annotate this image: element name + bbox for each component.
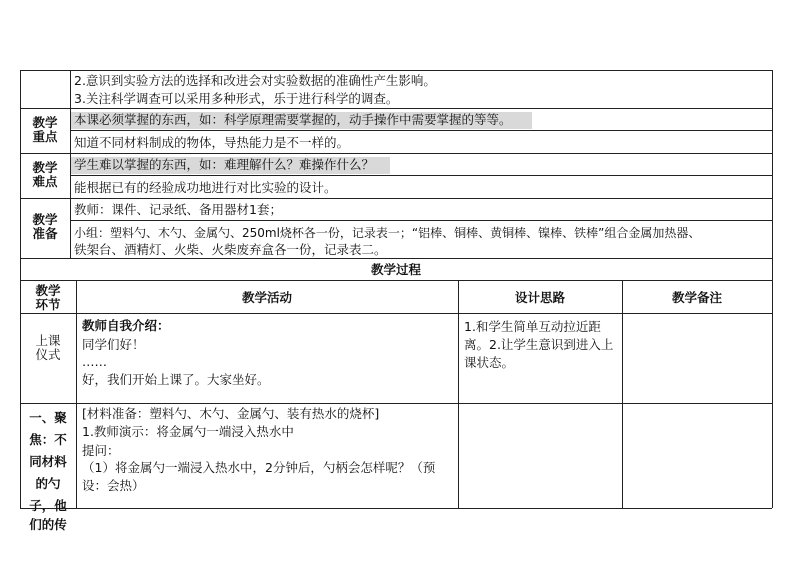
rule <box>20 198 772 199</box>
rule <box>20 70 772 71</box>
rule <box>70 175 772 176</box>
rule <box>20 153 772 154</box>
difficult-points-label: 教学 难点 <box>32 160 58 189</box>
objective-item: 3.关注科学调查可以采用多种形式，乐于进行科学的调查。 <box>74 91 399 106</box>
key-points-content: 知道不同材料制成的物体，导热能力是不一样的。 <box>74 135 350 150</box>
difficult-points-hint: 学生难以掌握的东西，如：难理解什么？难操作什么？ <box>74 157 375 172</box>
header-notes: 教学备注 <box>671 290 722 305</box>
row1-design-line: 离。2.让学生意识到进入上 <box>464 337 614 352</box>
preparation-teacher: 教师：课件、记录纸、备用器材1套； <box>74 202 282 217</box>
row1-activity-line: 同学们好！ <box>82 337 145 352</box>
preparation-group-line2: 铁架台、酒精灯、火柴、火柴废弃盒各一份，记录表二。 <box>74 242 387 257</box>
key-points-hint: 本课必须掌握的东西，如：科学原理需要掌握的，动手操作中需要掌握的等等。 <box>74 112 512 127</box>
key-points-label: 教学 重点 <box>32 115 58 144</box>
rule <box>458 280 459 508</box>
objective-item: 2.意识到实验方法的选择和改进会对实验数据的准确性产生影响。 <box>74 73 436 88</box>
rule <box>772 70 773 508</box>
row1-activity-line: …… <box>82 354 107 369</box>
row2-activity-line: 设：会热） <box>82 478 145 493</box>
rule <box>70 130 772 131</box>
row2-activity-line: 1.教师演示：将金属勺一端浸入热水中 <box>82 424 294 439</box>
row2-activity-line: 提问： <box>82 443 120 458</box>
difficult-points-content: 能根据已有的经验成功地进行对比实验的设计。 <box>74 180 337 195</box>
rule <box>20 313 772 314</box>
row2-activity-line: [材料准备：塑料勺、木勺、金属勺、装有热水的烧杯] <box>82 406 380 421</box>
row1-design-line: 课状态。 <box>464 355 515 370</box>
rule <box>20 280 772 281</box>
rule <box>76 280 77 508</box>
rule <box>20 403 772 404</box>
header-stage: 教学 环节 <box>35 283 61 312</box>
header-activity: 教学活动 <box>241 290 292 305</box>
row1-stage: 上课 仪式 <box>35 333 61 362</box>
rule <box>70 220 772 221</box>
preparation-group-line1: 小组：塑料勺、木勺、金属勺、250ml烧杯各一份，记录表一；“铝棒、铜棒、黄铜棒、镍棒、铁棒”组合金属加热器、 <box>74 226 701 240</box>
rule <box>20 508 772 509</box>
row2-activity-line: （1）将金属勺一端浸入热水中，2分钟后，勺柄会怎样呢？（预 <box>82 460 436 475</box>
row1-activity-line: 好，我们开始上课了。大家坐好。 <box>82 372 270 387</box>
row1-design-line: 1.和学生简单互动拉近距 <box>464 319 601 334</box>
rule <box>20 108 772 109</box>
header-design: 设计思路 <box>514 290 565 305</box>
row1-activity-line: 教师自我介绍： <box>82 318 170 333</box>
rule <box>622 280 623 508</box>
rule <box>20 258 772 259</box>
preparation-label: 教学 准备 <box>32 212 58 241</box>
process-title: 教学过程 <box>370 262 421 277</box>
rule <box>70 70 71 258</box>
row2-stage: 一、聚 焦：不 同材料 的勺 子，他 们的传 <box>29 410 67 532</box>
